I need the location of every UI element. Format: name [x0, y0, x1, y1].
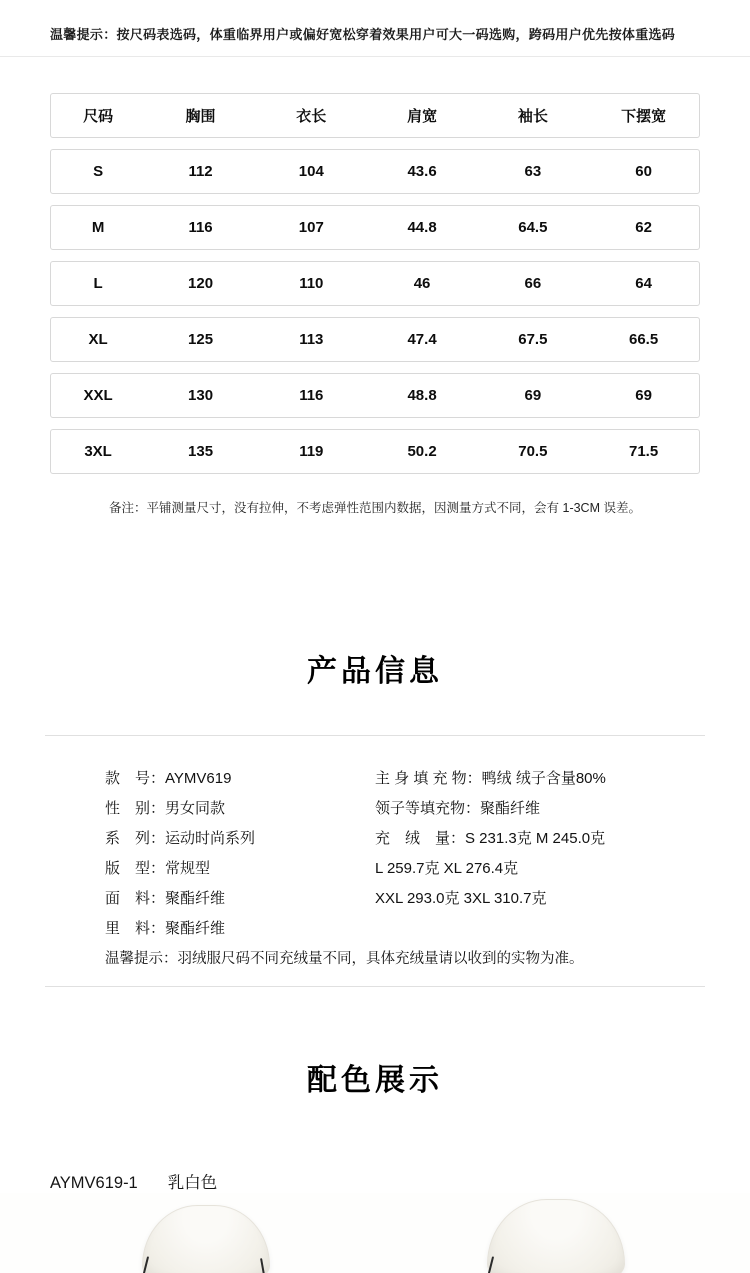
size-cell: M — [91, 219, 105, 236]
info-line-filling: 主 身 填 充 物：鸭绒 绒子含量80% — [375, 770, 606, 787]
size-cell: XL — [88, 331, 108, 348]
color-variant-label — [0, 1169, 750, 1193]
info-value: 常规型 — [165, 860, 211, 877]
value-cell: 48.8 — [407, 387, 437, 404]
jacket-hood-image-right — [487, 1199, 625, 1273]
value-cell: 66 — [524, 275, 542, 292]
info-line-fit — [105, 854, 375, 884]
color-display-title: 配色展示 — [307, 1064, 443, 1097]
size-cell: L — [93, 275, 103, 292]
table-row — [50, 261, 700, 306]
table-row — [50, 373, 700, 418]
info-value: 运动时尚系列 — [165, 830, 256, 847]
table-row — [50, 317, 700, 362]
info-value: 男女同款 — [165, 800, 226, 817]
value-cell: 50.2 — [407, 443, 437, 460]
header-cell-length: 衣长 — [296, 108, 327, 125]
info-value: AYMV619 — [165, 770, 232, 787]
info-label: 款 号： — [105, 770, 166, 787]
info-line-series — [105, 824, 375, 854]
value-cell: 63 — [524, 163, 542, 180]
info-line-down-weight-3: XXL 293.0克 3XL 310.7克 — [375, 890, 547, 907]
jacket-hood-image-left — [142, 1205, 270, 1273]
size-table — [50, 93, 700, 474]
info-line-fabric — [105, 884, 375, 914]
value-cell: 116 — [299, 387, 324, 404]
product-info-title: 产品信息 — [307, 655, 443, 688]
value-cell: 67.5 — [518, 331, 548, 348]
table-row — [50, 429, 700, 474]
header-cell-chest: 胸围 — [185, 108, 216, 125]
value-cell: 110 — [299, 275, 324, 292]
table-row — [50, 149, 700, 194]
header-cell-sleeve: 袖长 — [517, 108, 548, 125]
size-cell: 3XL — [84, 443, 112, 460]
value-cell: 107 — [298, 219, 324, 236]
size-table-header-row — [50, 93, 700, 138]
fill-weight-tip: 温馨提示：羽绒服尺码不同充绒量不同，具体充绒量请以收到的实物为准。 — [105, 951, 584, 967]
value-cell: 43.6 — [407, 163, 437, 180]
value-cell: 69 — [524, 387, 542, 404]
value-cell: 46 — [413, 275, 431, 292]
drawstring — [484, 1256, 494, 1273]
info-value: 聚酯纤维 — [165, 890, 226, 907]
value-cell: 64.5 — [518, 219, 548, 236]
divider — [45, 986, 705, 987]
value-cell: 60 — [635, 163, 652, 180]
divider — [0, 56, 750, 57]
info-line-model — [105, 764, 375, 794]
value-cell: 104 — [298, 163, 324, 180]
color-variant-code: AYMV619-1 — [50, 1174, 138, 1192]
size-selection-tip: 温馨提示：按尺码表选码，体重临界用户或偏好宽松穿着效果用户可大一码选购，跨码用户优先按体重选码 — [50, 27, 676, 42]
product-info-block — [0, 764, 750, 944]
size-cell: XXL — [83, 387, 113, 404]
header-cell-size: 尺码 — [83, 108, 114, 125]
value-cell: 62 — [635, 219, 652, 236]
value-cell: 69 — [635, 387, 652, 404]
info-line-down-weight-2: L 259.7克 XL 276.4克 — [375, 860, 519, 877]
drawstring — [260, 1258, 268, 1273]
value-cell: 116 — [188, 219, 213, 236]
info-line-collar-filling: 领子等填充物：聚酯纤维 — [375, 800, 541, 817]
info-label: 版 型： — [105, 860, 166, 877]
info-line-gender — [105, 794, 375, 824]
header-cell-shoulder: 肩宽 — [407, 108, 438, 125]
info-line-down-weight-1: 充 绒 量：S 231.3克 M 245.0克 — [375, 830, 606, 847]
info-label: 性 别： — [105, 800, 166, 817]
value-cell: 44.8 — [407, 219, 437, 236]
value-cell: 120 — [188, 275, 214, 292]
info-line-lining — [105, 914, 375, 944]
value-cell: 64 — [635, 275, 652, 292]
product-photos — [0, 1193, 750, 1273]
measurement-note: 备注：平铺测量尺寸，没有拉伸，不考虑弹性范围内数据，因测量方式不同，会有 1-3CM 误差。 — [109, 501, 641, 515]
value-cell: 135 — [188, 443, 214, 460]
value-cell: 125 — [188, 331, 214, 348]
product-info-left-column — [105, 764, 375, 944]
size-cell: S — [93, 163, 104, 180]
color-variant-name: 乳白色 — [167, 1174, 218, 1192]
info-label: 里 料： — [105, 920, 166, 937]
value-cell: 47.4 — [407, 331, 437, 348]
value-cell: 119 — [299, 443, 324, 460]
divider — [45, 735, 705, 736]
table-row — [50, 205, 700, 250]
value-cell: 130 — [188, 387, 214, 404]
value-cell: 71.5 — [629, 443, 659, 460]
value-cell: 66.5 — [629, 331, 659, 348]
info-value: 聚酯纤维 — [165, 920, 226, 937]
value-cell: 113 — [299, 331, 324, 348]
value-cell: 112 — [188, 163, 213, 180]
product-info-right-column — [375, 764, 750, 944]
value-cell: 70.5 — [518, 443, 548, 460]
header-cell-hem: 下摆宽 — [621, 108, 667, 125]
info-label: 系 列： — [105, 830, 166, 847]
info-label: 面 料： — [105, 890, 166, 907]
drawstring — [139, 1256, 149, 1273]
